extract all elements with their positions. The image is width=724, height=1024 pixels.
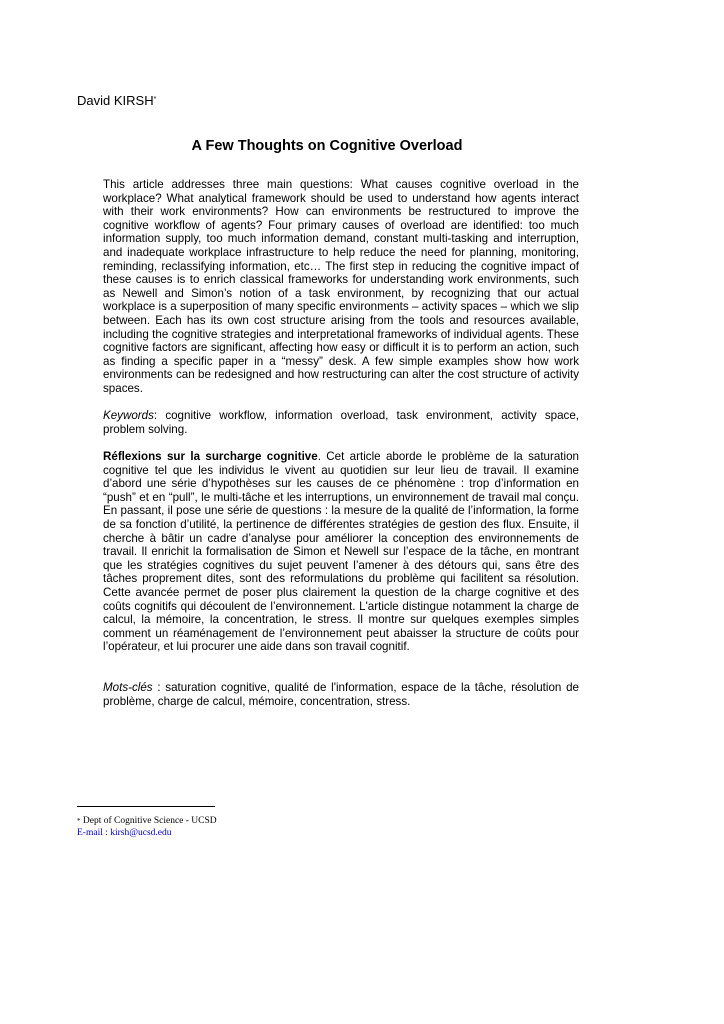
footnote-divider: [77, 806, 215, 807]
keywords-text: : cognitive workflow, information overload, task environment, activity space, problem solving.: [103, 409, 579, 436]
author-name: [77, 93, 156, 109]
keywords-english: [103, 409, 579, 436]
footnote-email[interactable]: E-mail : kirsh@ucsd.edu: [77, 828, 172, 838]
mots-cles-label: Mots-clés: [103, 681, 153, 694]
abstract-french: [103, 450, 579, 654]
footnote-dept-text: Dept of Cognitive Science - UCSD: [80, 816, 217, 826]
author-footnote-marker: *: [153, 96, 157, 103]
footnote-affiliation: [77, 816, 217, 827]
keywords-french: [103, 681, 579, 708]
paper-title: A Few Thoughts on Cognitive Overload: [191, 138, 463, 154]
abstract-french-lead: Réflexions sur la surcharge cognitive: [103, 450, 318, 463]
mots-cles-text: : saturation cognitive, qualité de l'information, espace de la tâche, résolution de problème, charge de calcul, mémoire, concentration, stress.: [103, 681, 579, 708]
abstract-french-text: . Cet article aborde le problème de la saturation cognitive tel que les individus le vivent au quotidien sur leur lieu de travail. Il examine d’abord une série d’hypothèses sur les causes de ce phénomène : trop d’information en “push” et en “pull”, le multi-tâche et les interruptions, un environnement de travail mal conçu. En passant, il pose une série de questions : la mesure de la qualité de l’information, la forme de sa fonction d’utilité, la pertinence de différentes stratégies de gestion des flux. Ensuite, il cherche à bâtir un cadre d’analyse pour améliorer la conception des environnements de travail. Il enrichit la formalisation de Simon et Newell sur l’espace de la tâche, en montrant que les stratégies cognitives du sujet peuvent l’amener à des détours qui, sans être des tâches proprement dites, sont des reformulations du problème qui facilitent sa résolution. Cette avancée permet de poser plus clairement la question de la charge cognitive et des coûts cognitifs qui découlent de l’environnement. L'article distingue notamment la charge de calcul, la mémoire, la concentration, le stress. Il montre sur quelques exemples simples comment un réaménagement de l’environnement peut abaisser la structure de coûts pour l’opérateur, et lui procurer une aide dans son travail cognitif.: [103, 450, 579, 654]
footnote-marker: *: [77, 817, 81, 825]
author-name-text: David KIRSH: [77, 93, 154, 108]
keywords-label: Keywords: [103, 409, 154, 422]
abstract-english: This article addresses three main questions: What causes cognitive overload in the workplace? What analytical framework should be used to understand how agents interact with their work environments? How can environments be restructured to improve the cognitive workflow of agents? Four primary causes of overload are identified: too much information supply, too much information demand, constant multi-tasking and interruption, and inadequate workplace infrastructure to help reduce the need for planning, monitoring, reminding, reclassifying information, etc… The first step in reducing the cognitive impact of these causes is to enrich classical frameworks for understanding work environments, such as Newell and Simon’s notion of a task environment, by recognizing that our actual workplace is a superposition of many specific environments – activity spaces – which we slip between. Each has its own cost structure arising from the tools and resources available, including the cognitive strategies and interpretational frameworks of individual agents. These cognitive factors are significant, affecting how easy or difficult it is to perform an action, such as finding a specific paper in a “messy” desk. A few simple examples show how work environments can be redesigned and how restructuring can alter the cost structure of activity spaces.: [103, 178, 579, 395]
